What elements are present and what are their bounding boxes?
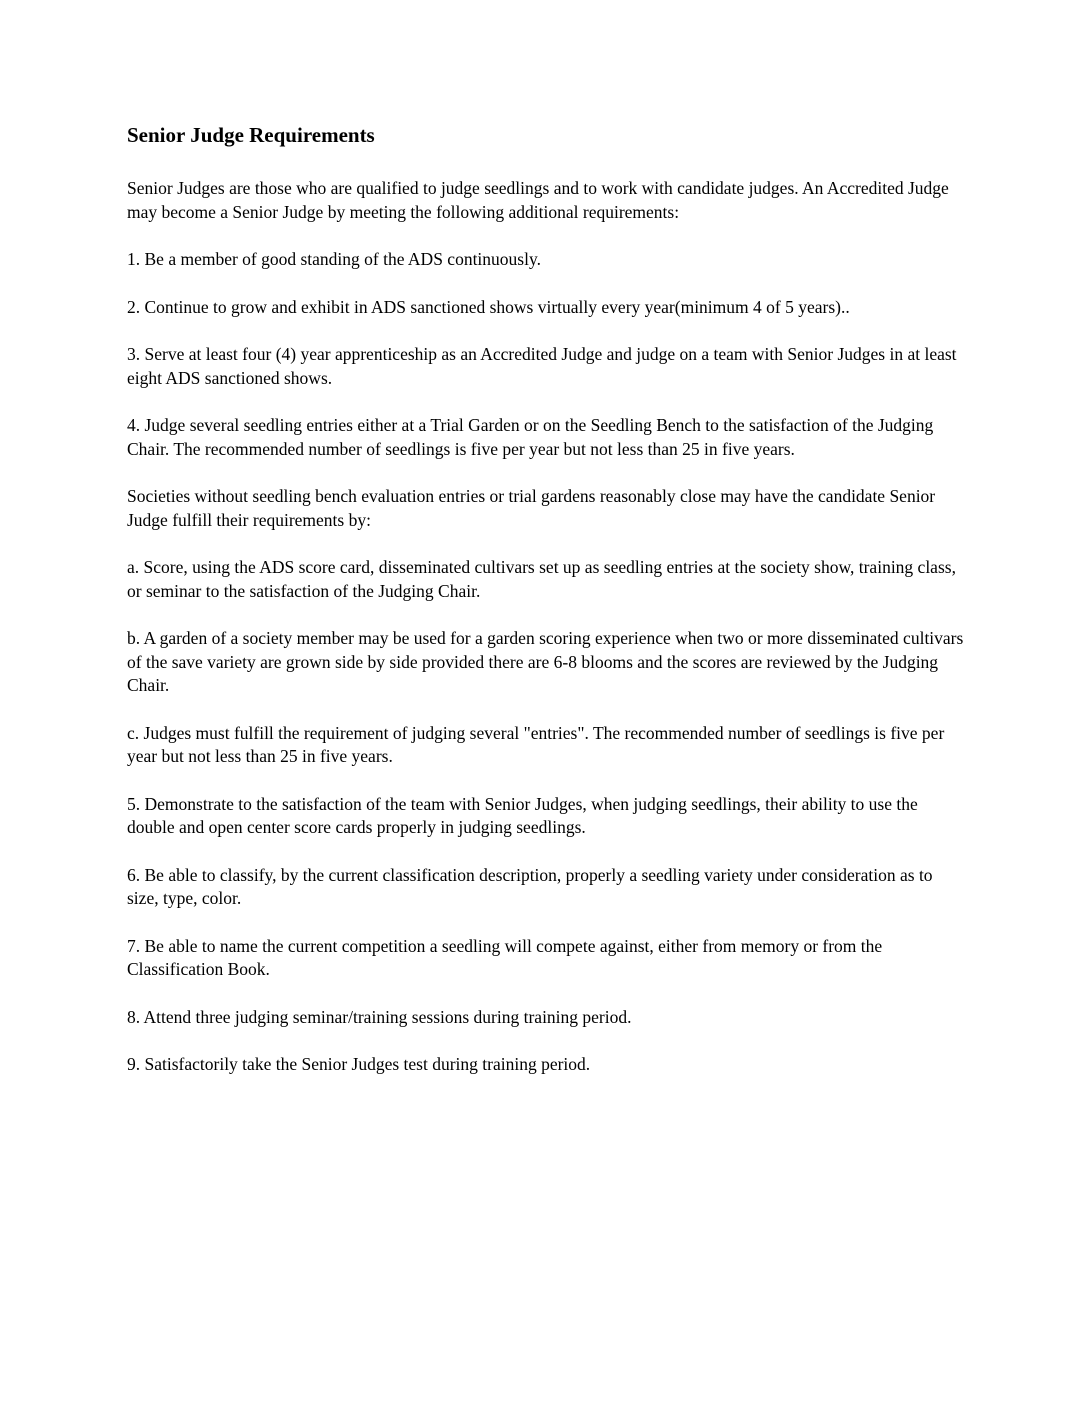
societies-paragraph: Societies without seedling bench evaluation entries or trial gardens reasonably close may have the candidate Senior Judge fulfill their requirements by:: [127, 486, 936, 530]
intro-paragraph: Senior Judges are those who are qualified to judge seedlings and to work with candidate judges. An Accredited Judge may become a Senior Judge by meeting the following additional requirements:: [127, 178, 949, 222]
sub-requirement-a: a. Score, using the ADS score card, disseminated cultivars set up as seedling entries at the society show, training class, or seminar to the satisfaction of the Judging Chair.: [127, 557, 956, 601]
page-title: Senior Judge Requirements: [127, 123, 375, 147]
requirement-3: 3. Serve at least four (4) year apprenticeship as an Accredited Judge and judge on a team with Senior Judges in at least eight ADS sanctioned shows.: [127, 344, 957, 388]
requirement-1: 1. Be a member of good standing of the ADS continuously.: [127, 249, 541, 270]
document-content: [127, 122, 967, 1101]
requirement-5: 5. Demonstrate to the satisfaction of the team with Senior Judges, when judging seedlings, their ability to use the double and open center score cards properly in judging seedlings.: [127, 793, 918, 838]
requirement-4: 4. Judge several seedling entries either at a Trial Garden or on the Seedling Bench to the satisfaction of the Judging Chair. The recommended number of seedlings is five per year but not less than 25 in five years.: [127, 415, 934, 459]
requirement-7: 7. Be able to name the current competition a seedling will compete against, either from memory or from the Classification Book.: [127, 935, 883, 980]
requirement-6: 6. Be able to classify, by the current classification description, properly a seedling variety under consideration as to size, type, color.: [127, 864, 933, 909]
requirement-8: 8. Attend three judging seminar/training sessions during training period.: [127, 1006, 632, 1027]
requirement-9: 9. Satisfactorily take the Senior Judges test during training period.: [127, 1054, 591, 1075]
sub-requirement-b: b. A garden of a society member may be used for a garden scoring experience when two or more disseminated cultivars of the save variety are grown side by side provided there are 6-8 blooms and the scores are reviewed by the Judging Chair.: [127, 628, 964, 696]
sub-requirement-c: c. Judges must fulfill the requirement of judging several "entries". The recommended number of seedlings is five per year but not less than 25 in five years.: [127, 722, 945, 767]
requirement-2: 2. Continue to grow and exhibit in ADS sanctioned shows virtually every year(minimum 4 of 5 years)..: [127, 296, 850, 317]
